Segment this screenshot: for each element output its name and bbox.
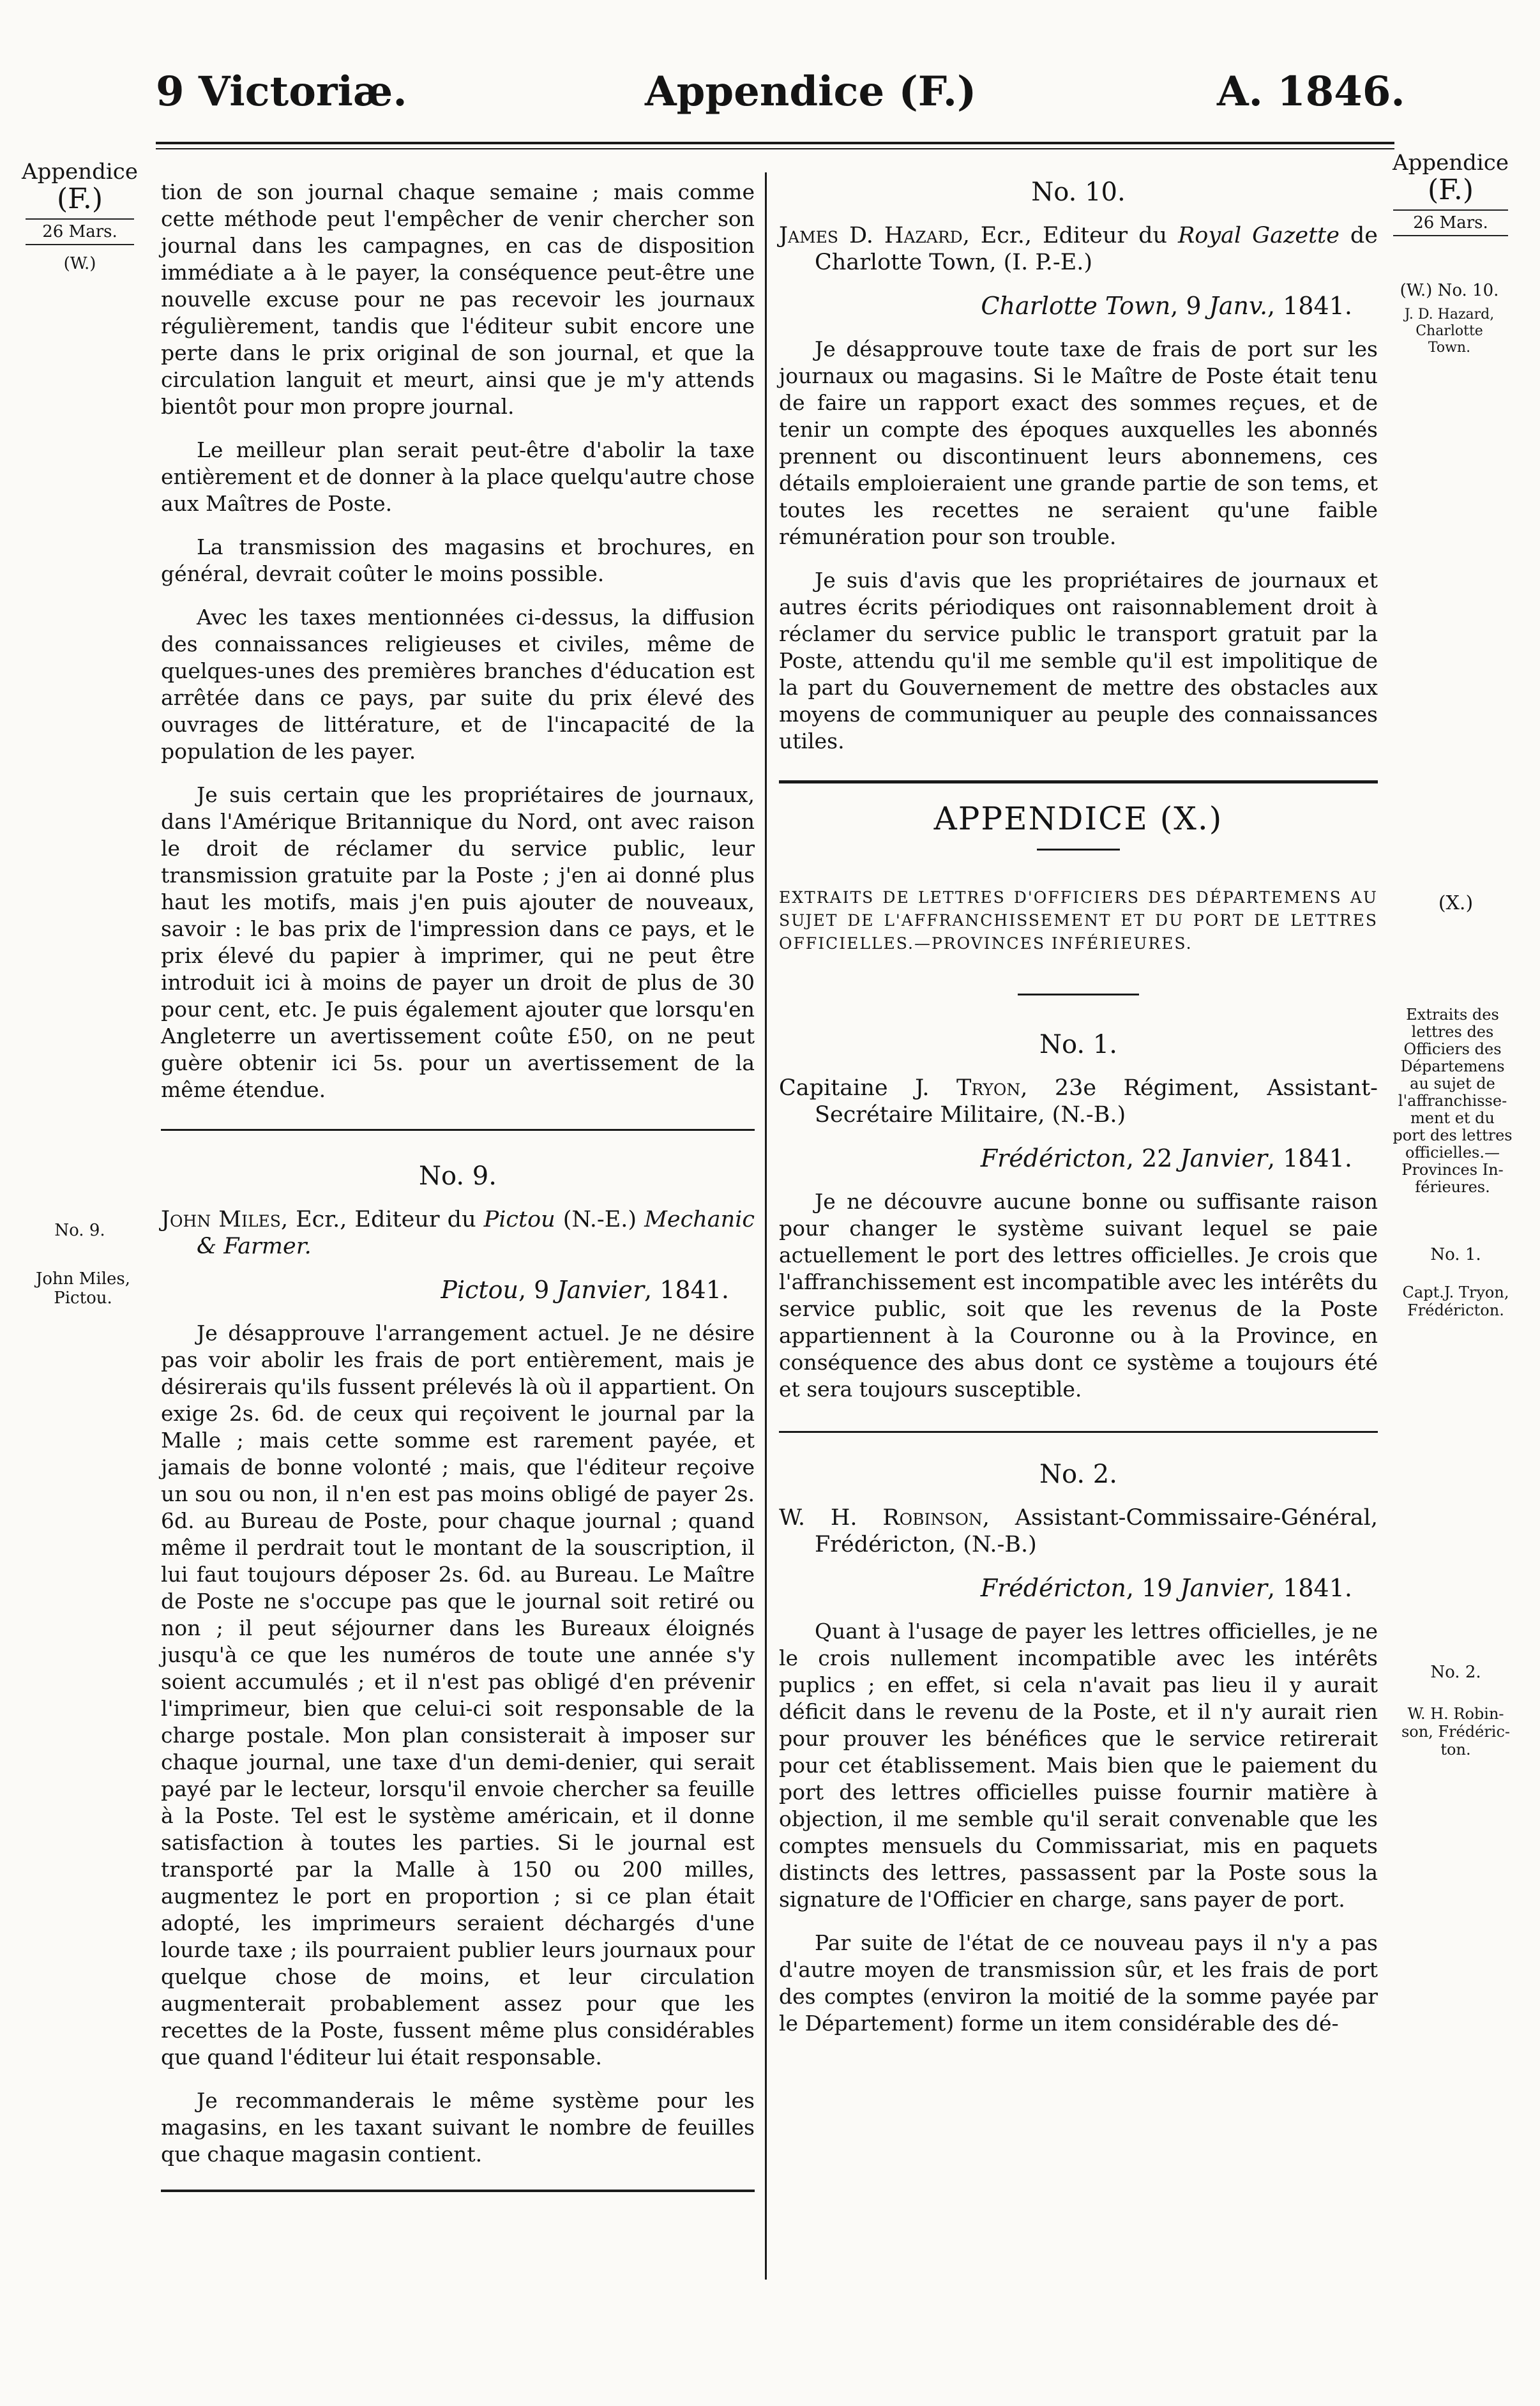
no2-date-day: , 19 bbox=[1126, 1574, 1181, 1602]
right-margin-extracts-line: Officiers des bbox=[1403, 1040, 1502, 1058]
no2-address-prefix: W. H. bbox=[779, 1505, 883, 1531]
section-separator bbox=[779, 1431, 1378, 1433]
right-margin-no2-name: W. H. Robin- bbox=[1407, 1705, 1504, 1723]
right-margin-no2-ref bbox=[1385, 1705, 1526, 1759]
no9-date-place: Pictou bbox=[441, 1276, 518, 1304]
left-paragraph-4: Avec les taxes mentionnées ci-dessus, la diffusion des connaissances religieuses et civiles, même de quelques-unes des premières branches d'éducation est arrêtée dans ce pays, par suite du prix élevé des ouvrages de littérature, et de l'incapacité de la population de les payer. bbox=[161, 605, 755, 764]
left-margin-no9-name: John Miles, bbox=[35, 1269, 131, 1289]
left-column-end-rule bbox=[161, 2190, 755, 2192]
right-margin-no10-place2: Town. bbox=[1428, 340, 1471, 356]
right-margin-extracts-line: lettres des bbox=[1411, 1023, 1494, 1041]
section-no1-date bbox=[779, 1145, 1378, 1172]
no9-date-day: , 9 bbox=[518, 1276, 557, 1304]
section-no2-date bbox=[779, 1575, 1378, 1601]
no10-address-text: , Ecr., Editeur du bbox=[962, 223, 1178, 248]
right-margin-extracts bbox=[1385, 1006, 1520, 1196]
header-year: A. 1846. bbox=[1217, 68, 1405, 116]
section-no9-date bbox=[161, 1276, 755, 1303]
right-margin-letter: (F.) bbox=[1428, 174, 1474, 206]
column-divider bbox=[765, 172, 767, 2280]
title-short-rule bbox=[1037, 849, 1120, 851]
no2-addressee: Robinson bbox=[882, 1505, 983, 1531]
right-margin-appendice: Appendice bbox=[1393, 150, 1509, 176]
right-paragraph-4: Quant à l'usage de payer les lettres officielles, je ne le crois nullement incompatible avec les intérêts puplics ; en effet, si cela n'avait pas lieu il y aurait déficit dans le revenu de la Poste, et il n'y aurait rien pour prouver les bénéfices que le service retirerait pour cet établissement. Mais bien que le paiement du port des lettres officielles puisse fournir matière à objection, il me semble qu'il serait convenable que les comptes mensuels du Commissariat, mis en paquets distincts des lettres, passassent par la Poste sous la signature de l'Officier en charge, sans payer de port. bbox=[779, 1619, 1378, 1912]
left-column bbox=[161, 179, 755, 2214]
left-margin-no9-ref bbox=[19, 1269, 147, 1308]
left-paragraph-7: Je recommanderais le même système pour les magasins, en les taxant suivant le nombre de feuilles que chaque magasin contient. bbox=[161, 2088, 755, 2167]
right-margin-extracts-line: l'affranchisse- bbox=[1398, 1092, 1507, 1110]
no9-address-paper: Mechanic & Farmer. bbox=[197, 1207, 755, 1259]
right-margin-extracts-line: au sujet de bbox=[1410, 1075, 1495, 1093]
right-margin-no10-name: J. D. Hazard, bbox=[1404, 306, 1495, 322]
right-margin-extracts-line: ment et du bbox=[1410, 1109, 1495, 1127]
right-margin-extracts-line: Départemens bbox=[1400, 1057, 1505, 1075]
right-margin-no1-place: Frédéricton. bbox=[1407, 1301, 1504, 1319]
no9-address-paper: Pictou bbox=[483, 1207, 555, 1232]
right-margin-extracts-line: officielles.— bbox=[1405, 1144, 1500, 1161]
right-margin-no10-label: (W.) No. 10. bbox=[1400, 281, 1499, 300]
header-rule-top bbox=[156, 142, 1394, 144]
left-margin-appendice: Appendice bbox=[22, 159, 138, 185]
right-paragraph-1: Je désapprouve toute taxe de frais de port sur les journaux ou magasins. Si le Maître de Poste était tenu de faire un rapport exact des sommes reçues, et de tenir un compte des époques auxquelles les abonnés prennent ou discontinuent leurs abonnemens, ces détails emploieraient une grande partie de son tems, et toutes les recettes ne seraient qu'une faible rémunération pour son trouble. bbox=[779, 337, 1378, 549]
no10-date-month: Janv. bbox=[1209, 292, 1268, 320]
right-margin-date: 26 Mars. bbox=[1393, 209, 1508, 236]
no9-date-year: , 1841. bbox=[644, 1276, 729, 1304]
appendix-x-title: APPENDICE (X.) bbox=[933, 800, 1223, 837]
right-margin-no2-name2: son, Frédéric- bbox=[1401, 1723, 1511, 1741]
left-margin-letter: (F.) bbox=[57, 183, 103, 215]
no9-date-month: Janvier bbox=[557, 1276, 645, 1304]
right-margin-appendix bbox=[1387, 151, 1514, 240]
no10-date-place: Charlotte Town bbox=[981, 292, 1171, 320]
no2-address-text: , Assistant-Commissaire-Général, Frédéricton, (N.-B.) bbox=[815, 1505, 1378, 1557]
no1-address-text: , 23e Régiment, Assistant-Secrétaire Militaire, (N.-B.) bbox=[815, 1075, 1378, 1128]
header-volume: 9 Victoriæ. bbox=[156, 68, 407, 116]
no1-date-day: , 22 bbox=[1126, 1144, 1181, 1172]
left-paragraph-6: Je désapprouve l'arrangement actuel. Je ne désire pas voir abolir les frais de port entièrement, mais je désirerais qu'ils fussent prélevés là où il appartient. On exige 2s. 6d. de ceux qui reçoivent le journal par la Malle ; mais cette somme est rarement payée, et jamais de bonne volonté ; mais, que l'éditeur reçoive un sou ou non, il n'en est pas moins obligé de payer 2s. 6d. au Bureau de Poste, pour chaque journal ; quand même il perdrait tout le montant de la souscription, il lui faut toujours déposer 2s. 6d. au Bureau. Le Maître de Poste ne s'occupe pas que le journal soit retiré ou non ; il peut séjourner dans les Bureaux éloignés jusqu'à ce que les numéros de toute une année s'y soient accumulés ; et il n'est pas obligé d'en prévenir l'imprimeur, bien que celui-ci soit responsable de la charge postale. Mon plan consisterait à imposer sur chaque journal, une taxe d'un demi-denier, qui serait payé par le lecteur, lorsqu'il envoie chercher sa feuille à la Poste. Tel est le système américain, et il donne satisfaction à toutes les parties. Si le journal est transporté par la Malle à 150 ou 200 milles, augmentez le port en proportion ; si ce plan était adopté, les imprimeurs seraient déchargés d'une lourde taxe ; ils pourraient publier leurs journaux pour quelque chose de moins, et leur circulation augmenterait probablement assez pour que les recettes de la Poste, fussent même plus considérables que quand l'éditeur lui était responsable. bbox=[161, 1320, 755, 2069]
right-margin-no2-place: ton. bbox=[1440, 1741, 1471, 1759]
left-margin-code: (W.) bbox=[63, 254, 96, 273]
no9-address-text: , Ecr., Editeur du bbox=[280, 1207, 484, 1232]
right-column bbox=[779, 179, 1378, 2054]
no1-address-prefix: Capitaine J. bbox=[779, 1075, 956, 1101]
section-separator bbox=[161, 1129, 755, 1131]
section-no10-title: No. 10. bbox=[1031, 178, 1126, 207]
section-no9-title: No. 9. bbox=[419, 1161, 497, 1191]
right-paragraph-2: Je suis d'avis que les propriétaires de journaux et autres écrits périodiques ont raisonnablement droit à réclamer du service public le transport gratuit par la Poste, attendu qu'il me semble qu'il est impolitique de la part du Gouvernement de mettre des obstacles aux moyens de communiquer au peuple des connaissances utiles. bbox=[779, 568, 1378, 753]
right-margin-extracts-line: Extraits des bbox=[1406, 1006, 1499, 1024]
right-margin-no10-place1: Charlotte bbox=[1415, 323, 1483, 339]
section-no1-title: No. 1. bbox=[1039, 1030, 1117, 1059]
no2-date-place: Frédéricton bbox=[980, 1574, 1126, 1602]
section-no2-title: No. 2. bbox=[1039, 1460, 1117, 1489]
right-paragraph-5: Par suite de l'état de ce nouveau pays il n'y a pas d'autre moyen de transmission sûr, et les frais de port des comptes (environ la moitié de la somme payée par le Département) forme un item considérable des dé- bbox=[779, 1930, 1378, 2036]
left-paragraph-3: La transmission des magasins et brochures, en général, devrait coûter le moins possible. bbox=[161, 534, 755, 586]
section-no9-address bbox=[161, 1206, 755, 1260]
section-no1-address bbox=[779, 1075, 1378, 1128]
heading-short-rule bbox=[1018, 994, 1139, 995]
no1-date-year: , 1841. bbox=[1267, 1144, 1352, 1172]
appendix-separator bbox=[779, 780, 1378, 783]
header-appendix: Appendice (F.) bbox=[645, 68, 977, 116]
appendix-x-heading: EXTRAITS DE LETTRES D'OFFICIERS DES DÉPARTEMENS AU SUJET DE L'AFFRANCHISSEMENT ET DU PORT DE LETTRES OFFICIELLES.—PROVINCES INFÉRIEURES. bbox=[779, 888, 1378, 953]
right-margin-x-label: (X.) bbox=[1438, 892, 1474, 914]
left-paragraph-1: tion de son journal chaque semaine ; mais comme cette méthode peut l'empêcher de venir chercher son journal dans les campagnes, en cas de disposition immédiate a à le payer, la conséquence peut-être une nouvelle excuse pour ne pas recevoir les journaux régulièrement, tandis que l'éditeur subit encore une perte dans le prix original de son journal, et que la circulation languit et meurt, ainsi que je m'y attends bientôt pour mon propre journal. bbox=[161, 179, 755, 419]
no1-date-month: Janvier bbox=[1180, 1144, 1268, 1172]
left-margin-no9-place: Pictou. bbox=[54, 1289, 112, 1308]
right-margin-no1: No. 1. bbox=[1430, 1245, 1481, 1264]
no1-addressee: Tryon bbox=[956, 1075, 1021, 1101]
right-margin-no1-ref bbox=[1385, 1283, 1526, 1319]
section-no2-address bbox=[779, 1504, 1378, 1558]
left-margin-appendix bbox=[19, 160, 140, 273]
no9-address-text: (N.-E.) bbox=[555, 1207, 645, 1232]
header-rule-bottom bbox=[156, 148, 1394, 149]
left-margin-date: 26 Mars. bbox=[26, 218, 134, 245]
no1-date-place: Frédéricton bbox=[980, 1144, 1126, 1172]
section-no10-date bbox=[779, 292, 1378, 319]
left-paragraph-2: Le meilleur plan serait peut-être d'abolir la taxe entièrement et de donner à la place quelqu'autre chose aux Maîtres de Poste. bbox=[161, 437, 755, 516]
no10-addressee: James D. Hazard bbox=[779, 223, 963, 248]
no9-addressee: John Miles bbox=[161, 1207, 281, 1232]
right-margin-extracts-line: férieures. bbox=[1415, 1178, 1490, 1196]
left-margin-no9: No. 9. bbox=[54, 1221, 105, 1240]
no10-address-paper: Royal Gazette bbox=[1177, 223, 1340, 248]
right-paragraph-3: Je ne découvre aucune bonne ou suffisante raison pour changer le système suivant lequel se paie actuellement le port des lettres officielles. Je crois que l'affranchissement est incompatible avec les intérêts du service public, soit que les revenus de la Poste appartiennent à la Couronne ou à la Province, en conséquence des abus dont ce système a toujours été et sera toujours susceptible. bbox=[779, 1189, 1378, 1402]
right-margin-extracts-line: port des lettres bbox=[1393, 1126, 1513, 1144]
no2-date-year: , 1841. bbox=[1267, 1574, 1352, 1602]
no10-date-day: , 9 bbox=[1170, 292, 1209, 320]
right-margin-no10 bbox=[1379, 281, 1520, 356]
right-margin-extracts-line: Provinces In- bbox=[1401, 1161, 1504, 1179]
section-no10-address bbox=[779, 222, 1378, 276]
no10-date-year: , 1841. bbox=[1267, 292, 1352, 320]
no10-address-text: de Charlotte Town, (I. P.-E.) bbox=[815, 223, 1378, 275]
right-margin-no1-name: Capt.J. Tryon, bbox=[1402, 1283, 1509, 1301]
right-margin-no2: No. 2. bbox=[1430, 1663, 1481, 1682]
no2-date-month: Janvier bbox=[1180, 1574, 1268, 1602]
left-paragraph-5: Je suis certain que les propriétaires de journaux, dans l'Amérique Britannique du Nord, ont avec raison le droit de réclamer du service public, leur transmission gratuite par la Poste ; j'en ai donné plus haut les motifs, mais j'en puis ajouter de nouveaux, savoir : le bas prix de l'impression dans ce pays, et le prix élevé du papier à imprimer, qui ne peut être introduit ici à moins de payer un droit de plus de 30 pour cent, etc. Je puis également ajouter que lorsqu'en Angleterre un avertissement coûte £50, on ne peut guère obtenir ici 5s. pour un avertissement de la même étendue. bbox=[161, 782, 755, 1102]
